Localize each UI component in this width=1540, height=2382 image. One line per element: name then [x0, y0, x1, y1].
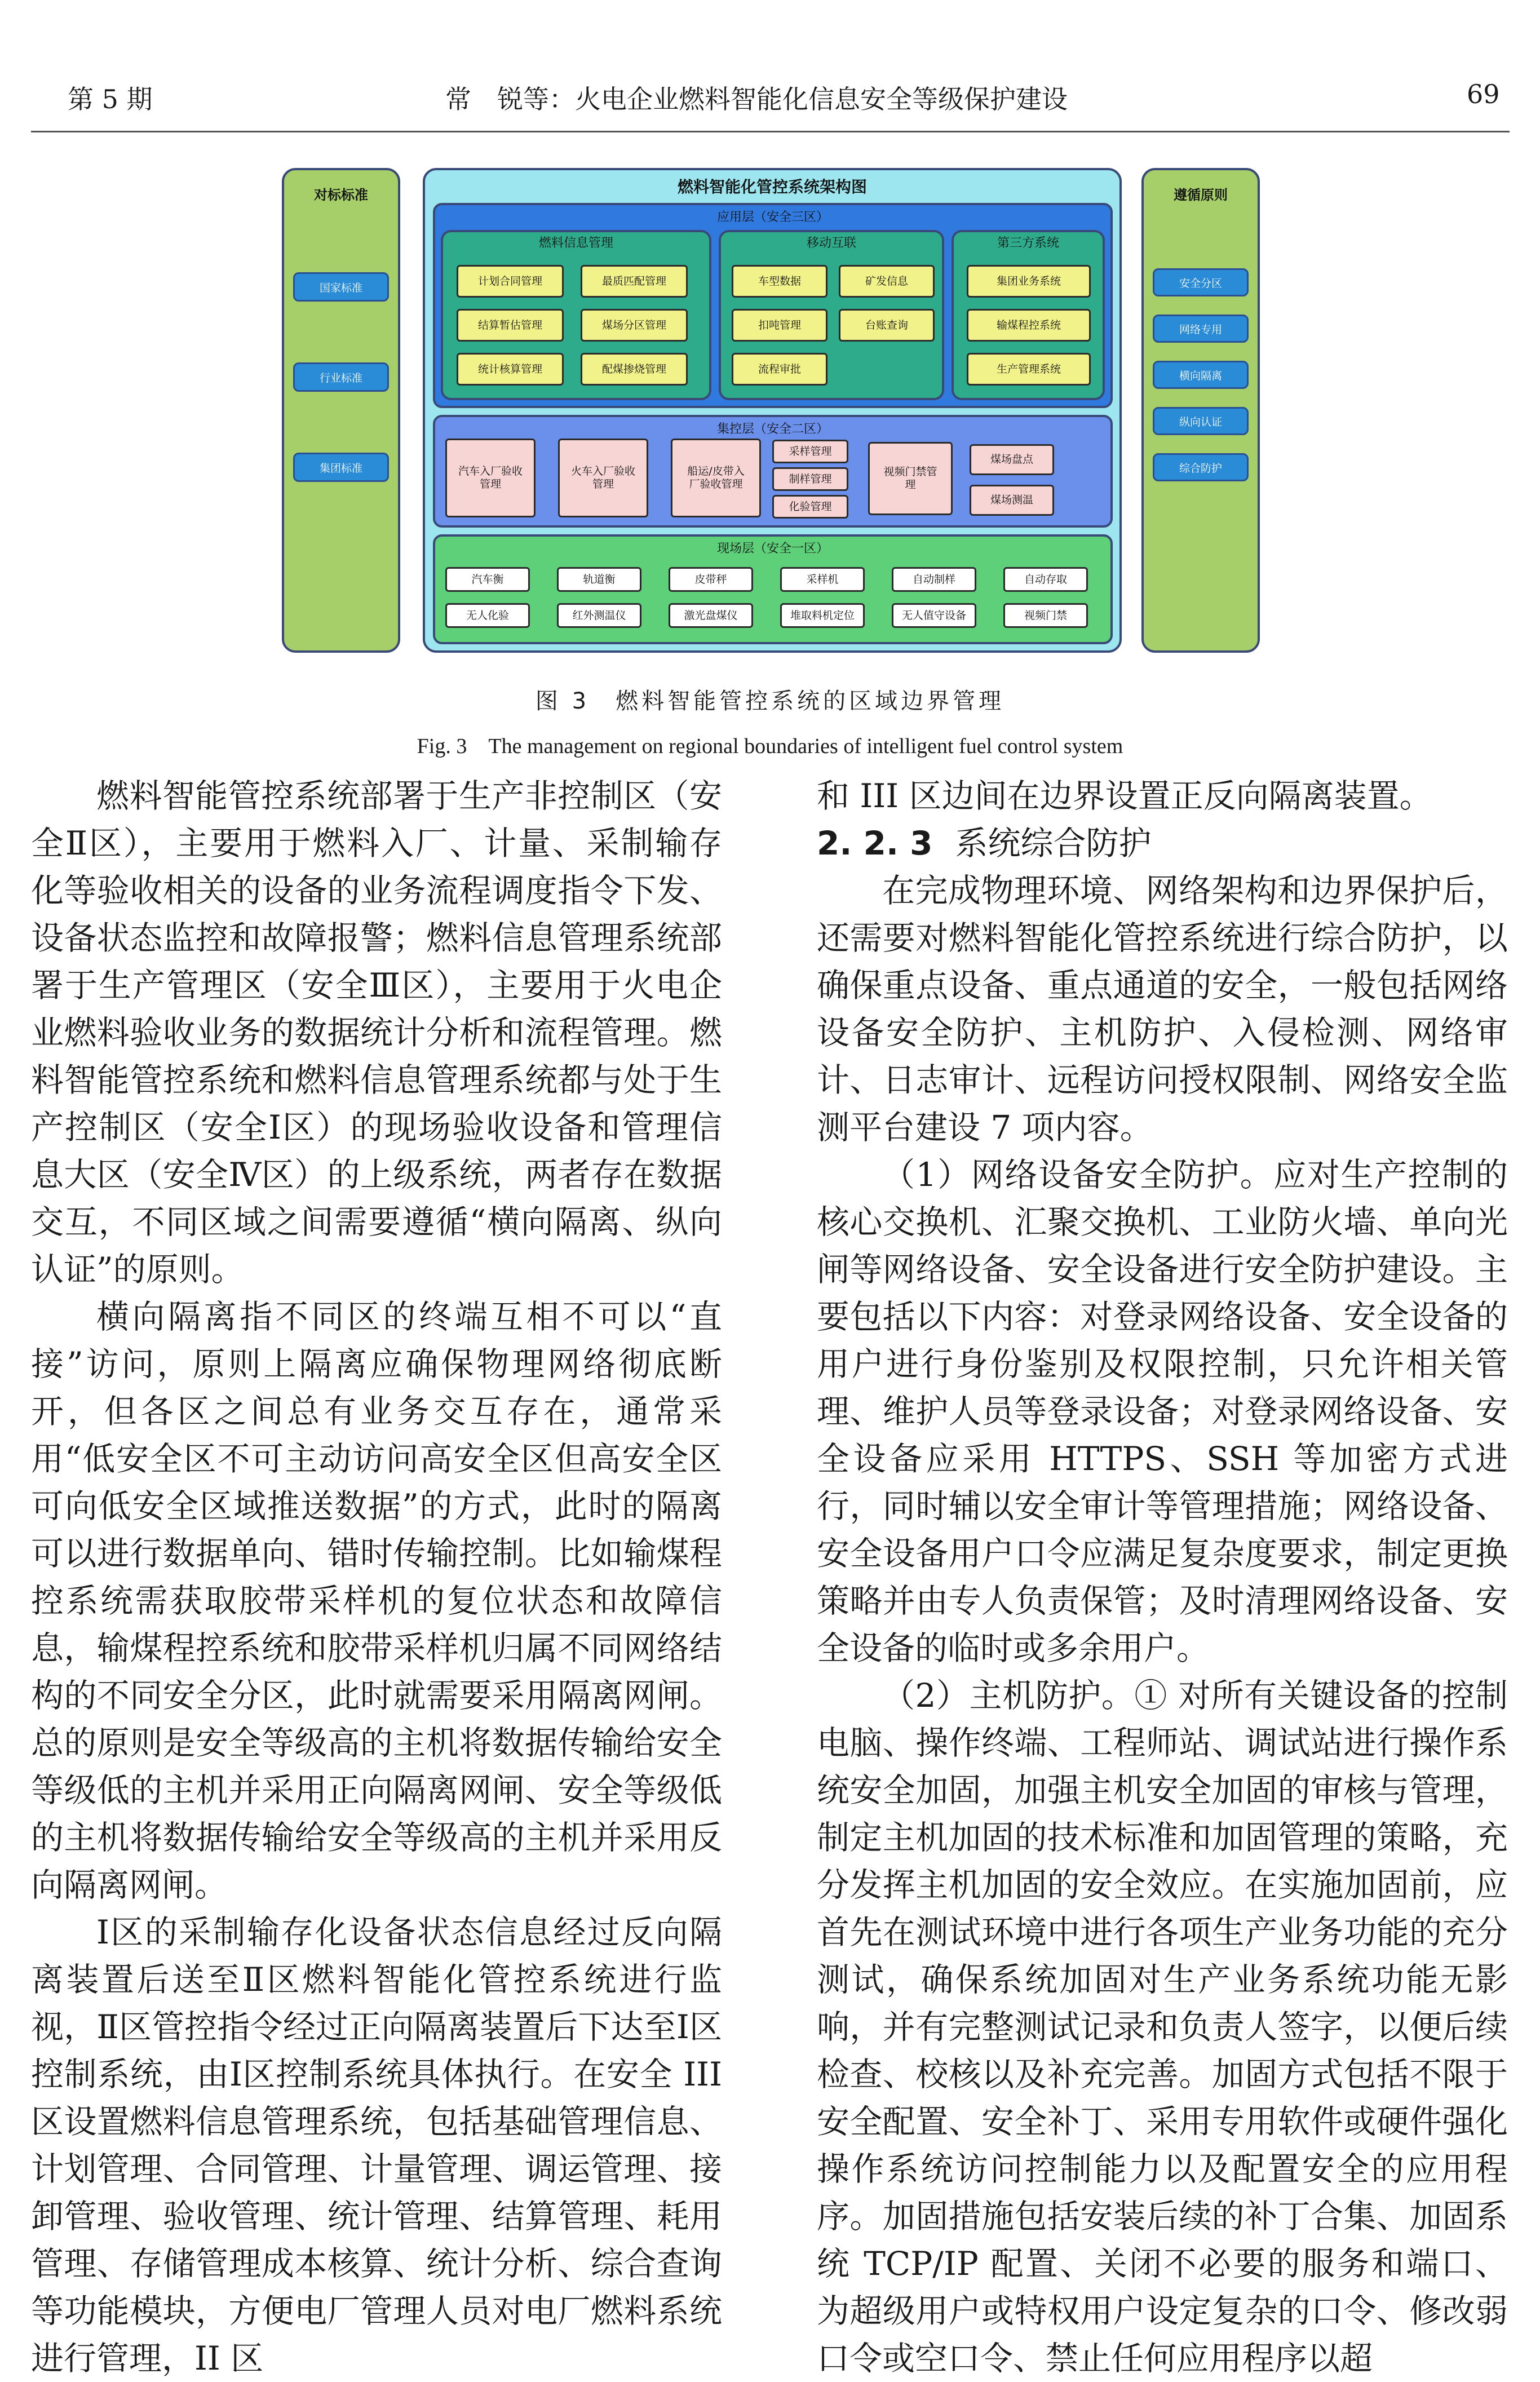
- standard-group: 集团标准: [293, 453, 389, 482]
- mobile-title: 移动互联: [806, 236, 856, 250]
- control-item: 制样管理: [772, 467, 848, 491]
- mobile-item: 扣吨管理: [732, 309, 827, 342]
- figure-3: [282, 168, 1263, 658]
- header-rule: [31, 131, 1510, 132]
- page-number: 69: [1467, 79, 1500, 109]
- standard-national: 国家标准: [293, 272, 389, 302]
- control-item: 煤场盘点: [970, 444, 1054, 475]
- mobile-item: 车型数据: [732, 265, 827, 298]
- control-item: 船运/皮带入厂验收管理: [671, 439, 761, 517]
- field-item: 红外测温仪: [557, 603, 641, 628]
- running-title: 常 锐等：火电企业燃料智能化信息安全等级保护建设: [445, 84, 1068, 114]
- mobile-item: 流程审批: [732, 353, 827, 386]
- fuel-item: 最质匹配管理: [581, 265, 688, 298]
- paragraph: 横向隔离指不同区的终端互相不可以“直接”访问，原则上隔离应确保物理网络彻底断开，但各区之间总有业务交互存在，通常采用“低安全区不可主动访问高安全区但高安全区可向低安全区域推送数据”的方式，此时的隔离可以进行数据单向、错时传输控制。比如输煤程控系统需获取胶带采样机的复位状态和故障信息，输煤程控系统和胶带采样机归属不同网络结构的不同安全分区，此时就需要采用隔离网闸。总的原则是安全等级高的主机将数据传输给安全等级低的主机并采用正向隔离网闸、安全等级低的主机将数据传输给安全等级高的主机并采用反向隔离网闸。: [31, 1298, 722, 1904]
- left-column: [31, 772, 722, 2382]
- control-item: 煤场测温: [970, 485, 1054, 516]
- mobile-item: 台账查询: [839, 309, 935, 342]
- field-item: 采样机: [780, 567, 865, 592]
- standards-title: 对标标准: [314, 187, 368, 203]
- field-item: 视频门禁: [1003, 603, 1088, 628]
- field-item: 汽车衡: [445, 567, 530, 592]
- architecture-title: 燃料智能化管控系统架构图: [677, 178, 867, 196]
- principle-vertical-auth: 纵向认证: [1153, 407, 1249, 435]
- section-heading: [817, 820, 1508, 867]
- principle-comprehensive: 综合防护: [1153, 453, 1249, 481]
- control-item: 汽车入厂验收管理: [445, 439, 536, 517]
- paragraph: Ⅰ区的采制输存化设备状态信息经过反向隔离装置后送至Ⅱ区燃料智能化管控系统进行监视，Ⅱ区管控指令经过正向隔离装置后下达至Ⅰ区控制系统，由Ⅰ区控制系统具体执行。在安全 III 区设置燃料信息管理系统，包括基础管理信息、计划管理、合同管理、计量管理、调运管理、接卸管理、验收管理、统计管理、结算管理、耗用管理、存储管理成本核算、统计分析、综合查询等功能模块，方便电厂管理人员对电厂燃料系统进行管理，II 区: [31, 1913, 722, 2377]
- principles-title: 遵循原则: [1174, 187, 1228, 203]
- third-party-item: 输煤程控系统: [967, 309, 1091, 342]
- field-item: 轨道衡: [557, 567, 641, 592]
- figure-caption-en: Fig. 3 The management on regional boundaries of intelligent fuel control system: [417, 734, 1123, 758]
- paragraph: 在完成物理环境、网络架构和边界保护后，还需要对燃料智能化管控系统进行综合防护，以确保重点设备、重点通道的安全，一般包括网络设备安全防护、主机防护、入侵检测、网络审计、日志审计、远程访问授权限制、网络安全监测平台建设 7 项内容。: [817, 871, 1508, 1146]
- field-item: 激光盘煤仪: [669, 603, 753, 628]
- fuel-item: 计划合同管理: [457, 265, 564, 298]
- field-item: 自动存取: [1003, 567, 1088, 592]
- principle-dedicated-network: 网络专用: [1153, 315, 1249, 343]
- standards-panel: [282, 168, 400, 653]
- standard-industry: 行业标准: [293, 362, 389, 392]
- paragraph: （2）主机防护。① 对所有关键设备的控制电脑、操作终端、工程师站、调试站进行操作系统安全加固，加强主机安全加固的审核与管理，制定主机加固的技术标准和加固管理的策略，充分发挥主机加固的安全效应。在实施加固前，应首先在测试环境中进行各项生产业务功能的充分测试，确保系统加固对生产业务系统功能无影响，并有完整测试记录和负责人签字，以便后续检查、校核以及补充完善。加固方式包括不限于安全配置、安全补丁、采用专用软件或硬件强化操作系统访问控制能力以及配置安全的应用程序。加固措施包括安装后续的补丁合集、加固系统 TCP/IP 配置、关闭不必要的服务和端口、为超级用户或特权用户设定复杂的口令、修改弱口令或空口令、禁止任何应用程序以超: [817, 1676, 1508, 2377]
- field-item: 无人值守设备: [892, 603, 976, 628]
- control-item: 采样管理: [772, 440, 848, 463]
- principle-horizontal-isolation: 横向隔离: [1153, 361, 1249, 389]
- fuel-item: 统计核算管理: [457, 353, 564, 386]
- mobile-item: 矿发信息: [839, 265, 935, 298]
- field-item: 堆取料机定位: [780, 603, 865, 628]
- third-party-item: 生产管理系统: [967, 353, 1091, 386]
- control-item: 火车入厂验收管理: [558, 439, 648, 517]
- field-item: 皮带秤: [669, 567, 753, 592]
- figure-caption-cn: 图 3 燃料智能管控系统的区域边界管理: [535, 688, 1005, 714]
- field-layer-title: 现场层（安全一区）: [716, 542, 829, 556]
- right-column: [817, 772, 1508, 2382]
- paragraph: （1）网络设备安全防护。应对生产控制的核心交换机、汇聚交换机、工业防火墙、单向光闸等网络设备、安全设备进行安全防护建设。主要包括以下内容：对登录网络设备、安全设备的用户进行身份鉴别及权限控制，只允许相关管理、维护人员等登录设备；对登录网络设备、安全设备应采用 HTTPS、SSH 等加密方式进行，同时辅以安全审计等管理措施；网络设备、安全设备用户口令应满足复杂度要求，制定更换策略并由专人负责保管；及时清理网络设备、安全设备的临时或多余用户。: [817, 1155, 1508, 1667]
- section-number: 2. 2. 3: [817, 824, 933, 862]
- field-item: 自动制样: [892, 567, 976, 592]
- fuel-info-title: 燃料信息管理: [538, 236, 613, 250]
- principle-zoning: 安全分区: [1153, 268, 1249, 296]
- fuel-item: 配煤掺烧管理: [581, 353, 688, 386]
- issue-number: 第 5 期: [68, 84, 153, 114]
- control-item: 化验管理: [772, 495, 848, 519]
- third-party-item: 集团业务系统: [967, 265, 1091, 298]
- field-item: 无人化验: [445, 603, 530, 628]
- fuel-item: 结算暂估管理: [457, 309, 564, 342]
- control-layer-title: 集控层（安全二区）: [716, 422, 829, 436]
- section-title: 系统综合防护: [955, 824, 1152, 862]
- paragraph: 和 III 区边间在边界设置正反向隔离装置。: [817, 777, 1432, 815]
- fuel-item: 煤场分区管理: [581, 309, 688, 342]
- paragraph: 燃料智能管控系统部署于生产非控制区（安全Ⅱ区），主要用于燃料入厂、计量、采制输存化等验收相关的设备的业务流程调度指令下发、设备状态监控和故障报警；燃料信息管理系统部署于生产管理区（安全Ⅲ区），主要用于火电企业燃料验收业务的数据统计分析和流程管理。燃料智能管控系统和燃料信息管理系统都与处于生产控制区（安全Ⅰ区）的现场验收设备和管理信息大区（安全Ⅳ区）的上级系统，两者存在数据交互，不同区域之间需要遵循“横向隔离、纵向认证”的原则。: [31, 777, 722, 1289]
- app-layer-title: 应用层（安全三区）: [716, 210, 829, 224]
- control-item: 视频门禁管理: [868, 442, 953, 515]
- third-party-title: 第三方系统: [997, 236, 1059, 250]
